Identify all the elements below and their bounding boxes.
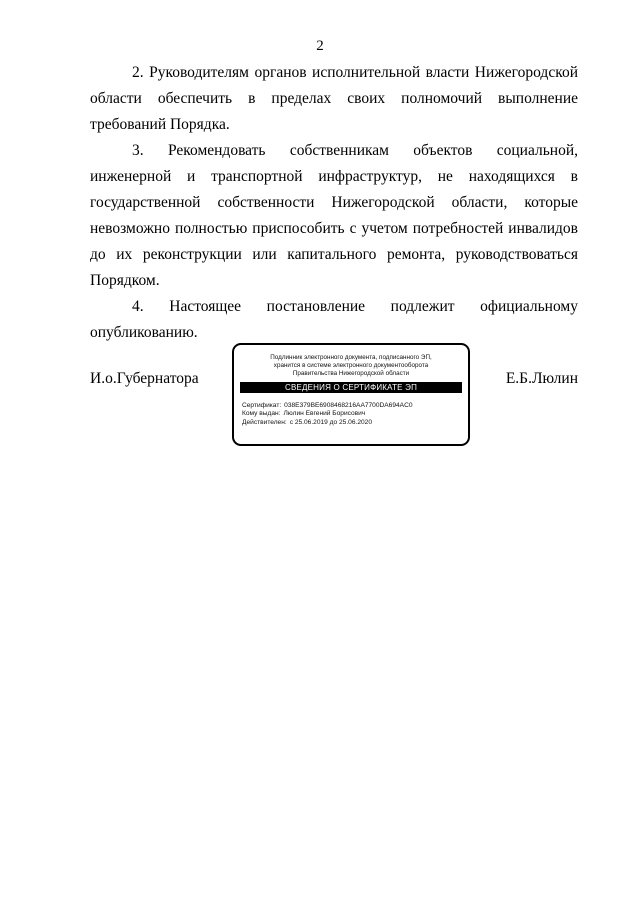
paragraph-4: 4. Настоящее постановление подлежит официальному опубликованию. [90,298,578,341]
signer-name: Е.Б.Люлин [505,370,578,387]
stamp-notice-line: хранится в системе электронного документооборота [273,362,429,369]
stamp-details [242,402,468,427]
document-body [90,60,578,346]
issued-to-label: Кому выдан: [242,410,281,418]
validity-label: Действителен: [242,418,287,426]
signer-title: И.о.Губернатора [90,370,199,387]
certificate-label: Сертификат: [242,402,282,409]
paragraph-3: 3. Рекомендовать собственникам объектов социальной, инженерной и транспортной инфраструктур, не находящихся в государственной собственности Нижегородской области, которые невозможно полностью приспособить с учетом потребностей инвалидов до их реконструкции или капитального ремонта, руководствоваться Порядком. [90,142,578,289]
stamp-notice [234,354,468,378]
issued-to-row [242,410,468,418]
stamp-notice-line: Подлинник электронного документа, подписанного ЭП, [270,354,432,361]
stamp-header: СВЕДЕНИЯ О СЕРТИФИКАТЕ ЭП [240,382,462,393]
page-number: 2 [316,38,324,54]
issued-to-value: Люлин Евгений Борисович [283,410,366,418]
electronic-signature-stamp [232,343,470,446]
validity-value: с 25.06.2019 до 25.06.2020 [289,418,373,426]
paragraph-2: 2. Руководителям органов исполнительной власти Нижегородской области обеспечить в пределах своих полномочий выполнение требований Порядка. [90,64,578,133]
stamp-notice-line: Правительства Нижегородской области [292,370,410,377]
validity-row [242,419,468,427]
certificate-value: 038E379BE6908468216AA7700DA694AC0 [284,402,413,409]
